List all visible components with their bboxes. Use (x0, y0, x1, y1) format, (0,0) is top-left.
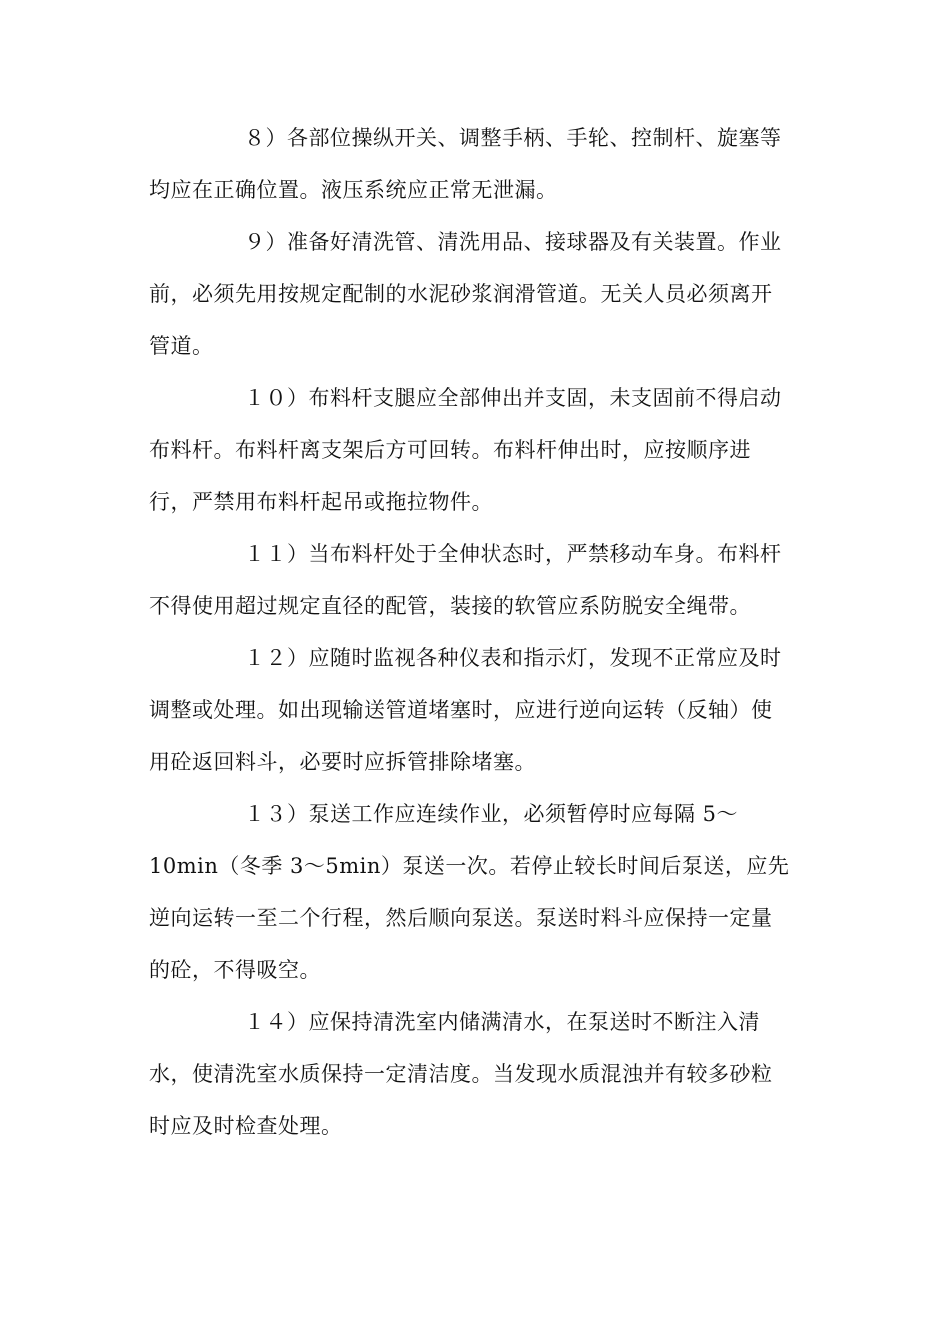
text-line: １０）布料杆支腿应全部伸出并支固，未支固前不得启动 (244, 386, 782, 410)
text-line: 均应在正确位置。液压系统应正常无泄漏。 (149, 178, 558, 202)
paragraph-item-12 (149, 636, 801, 792)
text-line: １３）泵送工作应连续作业，必须暂停时应每隔 5～ (244, 802, 739, 826)
text-line: １４）应保持清洗室内储满清水，在泵送时不断注入清 (244, 1010, 760, 1034)
paragraph-item-10 (149, 376, 801, 532)
text-line: ９）准备好清洗管、清洗用品、接球器及有关装置。作业 (244, 230, 782, 254)
paragraph-item-9 (149, 220, 801, 376)
text-line: 调整或处理。如出现输送管道堵塞时，应进行逆向运转（反轴）使 (149, 698, 773, 722)
text-line: １２）应随时监视各种仪表和指示灯，发现不正常应及时 (244, 646, 782, 670)
paragraph-item-8 (149, 116, 801, 220)
text-line: 前，必须先用按规定配制的水泥砂浆润滑管道。无关人员必须离开 (149, 282, 773, 306)
text-line: 逆向运转一至二个行程，然后顺向泵送。泵送时料斗应保持一定量 (149, 906, 773, 930)
text-line: ８）各部位操纵开关、调整手柄、手轮、控制杆、旋塞等 (244, 126, 782, 150)
paragraph-item-11 (149, 532, 801, 636)
text-line: 不得使用超过规定直径的配管，装接的软管应系防脱安全绳带。 (149, 594, 751, 618)
text-line: 布料杆。布料杆离支架后方可回转。布料杆伸出时，应按顺序进 (149, 438, 751, 462)
text-line: 用砼返回料斗，必要时应拆管排除堵塞。 (149, 750, 536, 774)
paragraph-item-13 (149, 792, 801, 1000)
text-line: 的砼，不得吸空。 (149, 958, 321, 982)
document-body (149, 116, 801, 1156)
text-line: 水，使清洗室水质保持一定清洁度。当发现水质混浊并有较多砂粒 (149, 1062, 773, 1086)
paragraph-item-14 (149, 1000, 801, 1156)
text-line: 管道。 (149, 334, 214, 358)
text-line: １１）当布料杆处于全伸状态时，严禁移动车身。布料杆 (244, 542, 782, 566)
text-line: 时应及时检查处理。 (149, 1114, 343, 1138)
text-line: 10min（冬季 3～5min）泵送一次。若停止较长时间后泵送，应先 (149, 854, 790, 878)
text-line: 行，严禁用布料杆起吊或拖拉物件。 (149, 490, 493, 514)
